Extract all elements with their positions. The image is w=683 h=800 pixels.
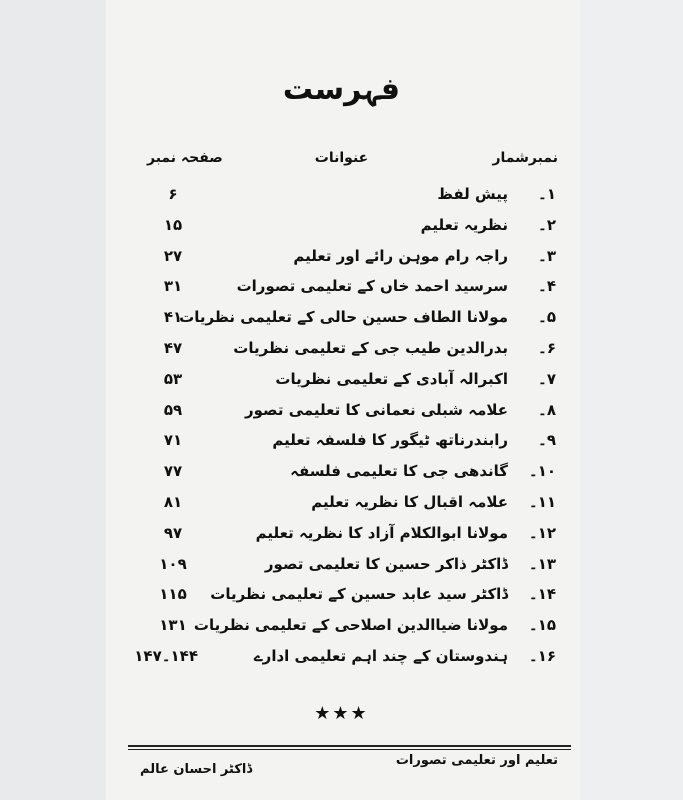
entry-topic: علامہ شبلی نعمانی کا تعلیمی تصور bbox=[245, 400, 508, 419]
entry-number: ۴۔ bbox=[538, 277, 556, 296]
entry-page: ۴۷ bbox=[163, 338, 183, 357]
entry-number: ۱۔ bbox=[538, 185, 556, 203]
entry-page: ۵۹ bbox=[163, 400, 183, 419]
entry-number: ۱۴۔ bbox=[528, 585, 556, 604]
entry-number: ۲۔ bbox=[538, 215, 556, 234]
entry-topic: مولانا ضیاالدین اصلاحی کے تعلیمی نظریات bbox=[193, 616, 508, 635]
entry-page: ۳۱ bbox=[163, 277, 183, 296]
entry-number: ۱۲۔ bbox=[528, 523, 556, 542]
list-item bbox=[0, 458, 683, 489]
entry-number: ۱۰۔ bbox=[528, 462, 556, 481]
list-item bbox=[0, 273, 683, 304]
list-item bbox=[0, 243, 683, 274]
entry-number: ۱۵۔ bbox=[528, 616, 556, 635]
entry-page: ۸۱ bbox=[163, 492, 183, 511]
entry-page: ۷۱ bbox=[163, 431, 183, 450]
footer-book-title: تعلیم اور تعلیمی تصورات bbox=[395, 753, 558, 768]
entry-page: ۴۱ bbox=[163, 308, 183, 327]
entry-page: ۹۷ bbox=[163, 523, 183, 542]
entry-page: ۶ bbox=[168, 185, 178, 203]
list-item bbox=[0, 520, 683, 551]
entry-topic: پیش لفظ bbox=[437, 185, 508, 203]
entry-topic: نظریہ تعلیم bbox=[420, 215, 508, 234]
entry-page: ۷۷ bbox=[163, 462, 183, 481]
list-item bbox=[0, 489, 683, 520]
entry-number: ۹۔ bbox=[538, 431, 556, 450]
header-topics: عنوانات bbox=[314, 150, 369, 166]
entry-page: ۲۷ bbox=[163, 246, 183, 265]
page-title: فہرست bbox=[282, 72, 401, 107]
entry-page: ۱۱۵ bbox=[159, 585, 187, 604]
list-item bbox=[0, 581, 683, 612]
header-number: نمبرشمار bbox=[492, 150, 558, 166]
footer-rule bbox=[128, 745, 571, 747]
entry-number: ۶۔ bbox=[538, 338, 556, 357]
entry-number: ۳۔ bbox=[538, 246, 556, 265]
entry-topic: مولانا ابوالکلام آزاد کا نظریہ تعلیم bbox=[255, 523, 508, 542]
list-item bbox=[0, 643, 683, 674]
entry-topic: رابندرناتھ ٹیگور کا فلسفہ تعلیم bbox=[272, 431, 508, 450]
entry-topic: راجہ رام موہن رائے اور تعلیم bbox=[293, 246, 508, 265]
entry-topic: ڈاکٹر ذاکر حسین کا تعلیمی تصور bbox=[264, 554, 508, 573]
entry-number: ۵۔ bbox=[538, 308, 556, 327]
entry-topic: گاندھی جی کا تعلیمی فلسفہ bbox=[290, 462, 508, 481]
star-divider-icon: ★★★ bbox=[314, 703, 369, 724]
list-item bbox=[0, 335, 683, 366]
entry-topic: مولانا الطاف حسین حالی کے تعلیمی نظریات bbox=[179, 308, 508, 327]
entry-page: ۱۵ bbox=[163, 215, 183, 234]
entry-topic: ڈاکٹر سید عابد حسین کے تعلیمی نظریات bbox=[210, 585, 508, 604]
list-item bbox=[0, 612, 683, 643]
entry-topic: اکبرالہ آبادی کے تعلیمی نظریات bbox=[275, 369, 508, 388]
list-item bbox=[0, 551, 683, 582]
list-item bbox=[0, 397, 683, 428]
entry-topic: سرسید احمد خاں کے تعلیمی تصورات bbox=[236, 277, 508, 296]
list-item bbox=[0, 212, 683, 243]
list-item bbox=[0, 427, 683, 458]
entry-page: ۱۴۴۔۱۴۷ bbox=[134, 646, 198, 665]
contents-list bbox=[0, 181, 683, 674]
entry-number: ۸۔ bbox=[538, 400, 556, 419]
entry-number: ۱۱۔ bbox=[528, 492, 556, 511]
list-item bbox=[0, 366, 683, 397]
entry-topic: ہندوستان کے چند اہم تعلیمی ادارے bbox=[253, 646, 508, 665]
entry-page: ۱۰۹ bbox=[159, 554, 187, 573]
list-item bbox=[0, 304, 683, 335]
entry-number: ۱۳۔ bbox=[528, 554, 556, 573]
list-item bbox=[0, 181, 683, 212]
entry-page: ۵۳ bbox=[163, 369, 183, 388]
footer-rule-thin bbox=[128, 749, 571, 750]
footer-author: ڈاکٹر احسان عالم bbox=[140, 762, 253, 777]
entry-page: ۱۳۱ bbox=[159, 616, 187, 635]
entry-topic: علامہ اقبال کا نظریہ تعلیم bbox=[311, 492, 508, 511]
entry-number: ۷۔ bbox=[538, 369, 556, 388]
entry-number: ۱۶۔ bbox=[528, 646, 556, 665]
entry-topic: بدرالدین طیب جی کے تعلیمی نظریات bbox=[233, 338, 508, 357]
header-page-number: صفحہ نمبر bbox=[147, 150, 223, 166]
